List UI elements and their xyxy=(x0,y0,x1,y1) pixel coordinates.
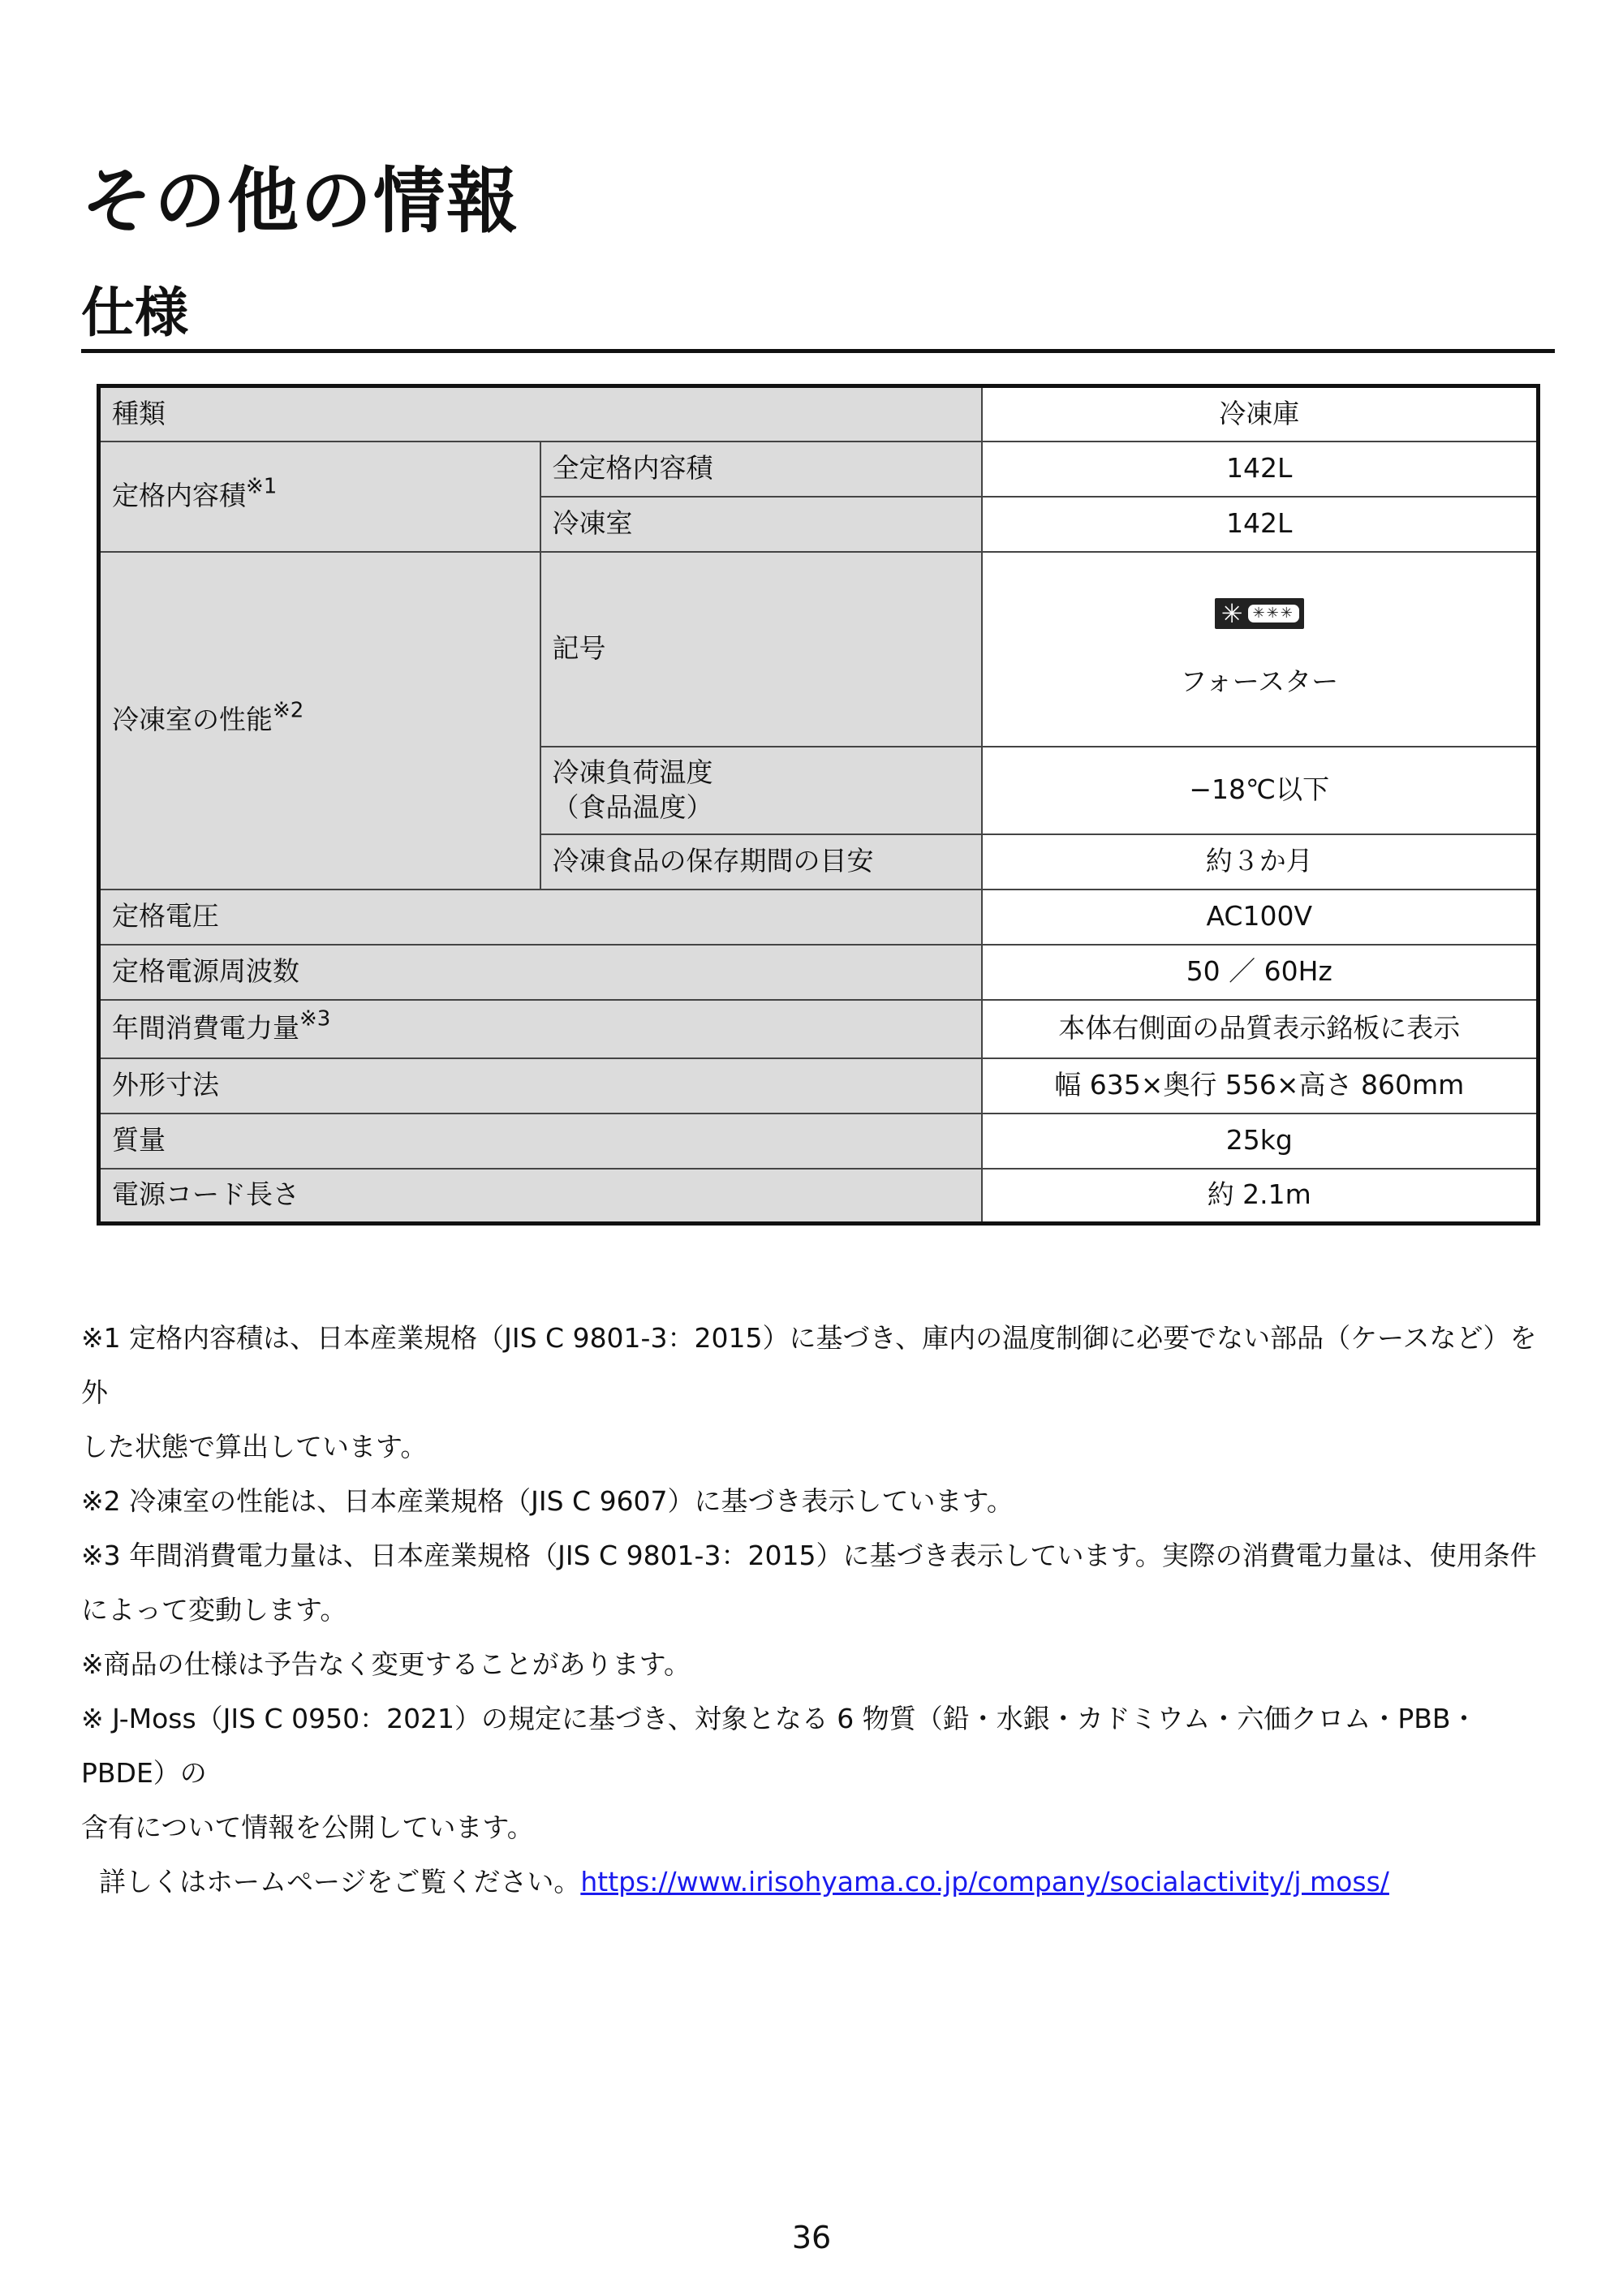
page-title: その他の情報 xyxy=(81,159,520,243)
annual-power-text: 年間消費電力量 xyxy=(112,1012,299,1045)
note-3-line-2: によって変動します。 xyxy=(81,1594,347,1626)
note-5-line-2: 含有について情報を公開しています。 xyxy=(81,1811,534,1843)
note-3-line-1: ※3 年間消費電力量は、日本産業規格（JIS C 9801-3：2015）に基づき表示しています。実際の消費電力量は、使用条件 xyxy=(81,1540,1537,1571)
rated-capacity-text: 定格内容積 xyxy=(112,480,246,512)
load-temp-label xyxy=(540,747,982,834)
total-capacity-label: 全定格内容積 xyxy=(540,442,982,497)
table-row xyxy=(99,1169,1539,1224)
symbol-label: 記号 xyxy=(540,552,982,747)
symbol-value: フォースター xyxy=(1180,666,1339,698)
page-number: 36 xyxy=(791,2220,832,2255)
table-row xyxy=(99,890,1539,945)
cord-value: 約 2.1m xyxy=(982,1169,1539,1224)
note-1-line-1: ※1 定格内容積は、日本産業規格（JIS C 9801-3：2015）に基づき、庫内の温度制御に必要でない部品（ケースなど）を外 xyxy=(81,1322,1537,1408)
frequency-label: 定格電源周波数 xyxy=(99,945,982,1000)
jmoss-link[interactable]: https://www.irisohyama.co.jp/company/socialactivity/j moss/ xyxy=(580,1866,1389,1898)
footnote-ref: ※3 xyxy=(299,1006,331,1032)
table-row xyxy=(99,552,1539,747)
total-capacity-value: 142L xyxy=(982,442,1539,497)
load-temp-value: −18℃以下 xyxy=(982,747,1539,834)
rated-capacity-label xyxy=(99,442,540,552)
type-value: 冷凍庫 xyxy=(982,386,1539,442)
four-star-freezer-icon xyxy=(1215,598,1304,629)
type-label: 種類 xyxy=(99,386,982,442)
note-1-line-2: した状態で算出しています。 xyxy=(81,1431,428,1462)
footnotes xyxy=(81,1311,1558,1909)
spec-table xyxy=(97,384,1540,1226)
note-2: ※2 冷凍室の性能は、日本産業規格（JIS C 9607）に基づき表示しています。 xyxy=(81,1485,1014,1517)
three-star-icon: ✳✳✳ xyxy=(1248,605,1299,622)
table-row xyxy=(99,1000,1539,1058)
mass-label: 質量 xyxy=(99,1114,982,1169)
symbol-value-cell xyxy=(982,552,1539,747)
note-4: ※商品の仕様は予告なく変更することがあります。 xyxy=(81,1648,691,1680)
annual-power-value: 本体右側面の品質表示銘板に表示 xyxy=(982,1000,1539,1058)
mass-value: 25kg xyxy=(982,1114,1539,1169)
note-5-line-1: ※ J-Moss（JIS C 0950：2021）の規定に基づき、対象となる 6 物質（鉛・水銀・カドミウム・六価クロム・PBB・PBDE）の xyxy=(81,1703,1478,1789)
performance-text: 冷凍室の性能 xyxy=(112,704,273,736)
storage-label: 冷凍食品の保存期間の目安 xyxy=(540,834,982,890)
star-icon: ✳ xyxy=(1220,598,1243,630)
freezer-value: 142L xyxy=(982,497,1539,552)
cord-label: 電源コード長さ xyxy=(99,1169,982,1224)
annual-power-label xyxy=(99,1000,982,1058)
dimensions-value: 幅 635×奥行 556×高さ 860mm xyxy=(982,1058,1539,1114)
storage-value: 約３か月 xyxy=(982,834,1539,890)
note-5-line-3 xyxy=(81,1854,1558,1909)
performance-label xyxy=(99,552,540,890)
frequency-value: 50 ／ 60Hz xyxy=(982,945,1539,1000)
load-temp-label-line1: 冷凍負荷温度 xyxy=(552,756,713,788)
load-temp-label-line2: （食品温度） xyxy=(552,790,713,823)
voltage-value: AC100V xyxy=(982,890,1539,945)
voltage-label: 定格電圧 xyxy=(99,890,982,945)
table-row xyxy=(99,945,1539,1000)
table-row xyxy=(99,1114,1539,1169)
note-5-line-3-text: 詳しくはホームページをご覧ください。 xyxy=(99,1866,581,1898)
table-row xyxy=(99,1058,1539,1114)
table-row xyxy=(99,386,1539,442)
dimensions-label: 外形寸法 xyxy=(99,1058,982,1114)
table-row xyxy=(99,442,1539,497)
footnote-ref: ※2 xyxy=(273,698,304,723)
footnote-ref: ※1 xyxy=(246,474,278,499)
freezer-label: 冷凍室 xyxy=(540,497,982,552)
section-heading: 仕様 xyxy=(81,282,1555,353)
